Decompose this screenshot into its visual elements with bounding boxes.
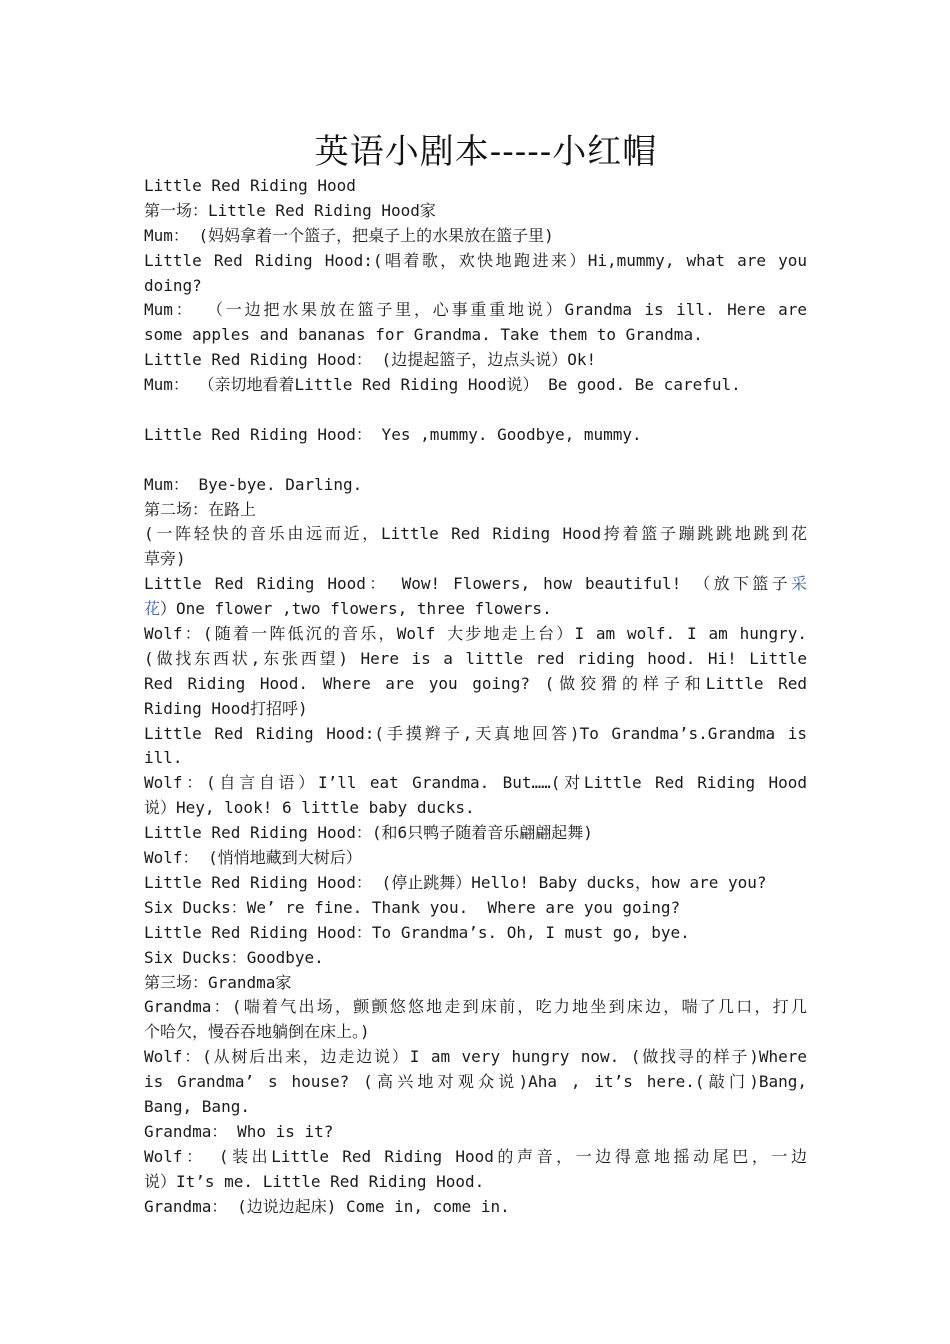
script-line <box>144 921 807 946</box>
line-text: 草旁) <box>144 549 186 569</box>
script-line <box>144 946 807 971</box>
script-line <box>144 473 807 498</box>
script-line <box>144 821 807 846</box>
line-text: ）One flower ,two flowers, three flowers. <box>160 599 552 619</box>
script-line <box>144 498 807 523</box>
line-text: doing? <box>144 275 202 295</box>
script-line <box>144 1095 807 1120</box>
script-line <box>144 323 807 348</box>
script-line <box>144 672 807 697</box>
line-text: Wolf： (装出Little Red Riding Hood的声音，一边得意地摇动尾巴，一边 <box>144 1146 807 1166</box>
line-text: (一阵轻快的音乐由远而近，Little Red Riding Hood挎着篮子蹦跳跳地跳到花 <box>144 524 807 544</box>
script-line <box>144 224 807 249</box>
line-text: Little Red Riding Hood： (边提起篮子，边点头说）Ok! <box>144 350 597 370</box>
line-text: Little Red Riding Hood：(和6只鸭子随着音乐翩翩起舞) <box>144 823 593 843</box>
script-line <box>144 298 807 323</box>
line-text: Mum： Bye-bye. Darling. <box>144 474 363 494</box>
script-line <box>144 771 807 796</box>
script-line <box>144 249 807 274</box>
page-title: 英语小剧本-----小红帽 <box>314 132 658 172</box>
script-line <box>144 1120 807 1145</box>
script-line <box>144 373 807 398</box>
script-line <box>144 871 807 896</box>
script-line <box>144 522 807 547</box>
line-text: 说）Hey, look! 6 little baby ducks. <box>144 798 475 818</box>
line-text: Red Riding Hood. Where are you going? (做狡猾的样子和Little Red <box>144 673 807 693</box>
line-text: ill. <box>144 748 183 768</box>
line-text: Wolf：(从树后出来，边走边说）I am very hungry now. (做找寻的样子)Where <box>144 1047 807 1067</box>
line-text: Mum： （亲切地看着Little Red Riding Hood说） Be good. Be careful. <box>144 375 741 395</box>
line-text: Wolf：(随着一阵低沉的音乐，Wolf 大步地走上台）I am wolf. I am hungry. <box>144 624 807 644</box>
line-text: Mum： （一边把水果放在篮子里，心事重重地说）Grandma is ill. Here are <box>144 300 807 320</box>
line-text: is Grandma’ s house? (高兴地对观众说)Aha , it’s here.(敲门)Bang, <box>144 1072 807 1092</box>
script-line <box>144 622 807 647</box>
script-line <box>144 1070 807 1095</box>
line-text: 第一场：Little Red Riding Hood家 <box>144 200 436 220</box>
blank-line <box>144 448 807 473</box>
line-text: Little Red Riding Hood： Yes ,mummy. Goodbye, mummy. <box>144 424 642 444</box>
line-text: 第三场：Grandma家 <box>144 972 292 992</box>
line-text: Six Ducks：Goodbye. <box>144 947 324 967</box>
script-line <box>144 274 807 299</box>
script-line <box>144 572 807 597</box>
script-line <box>144 1170 807 1195</box>
line-text: (做找东西状,东张西望) Here is a little red riding hood. Hi! Little <box>144 648 807 668</box>
line-text: Little Red Riding Hood:(手摸辫子,天真地回答)To Grandma’s.Grandma is <box>144 723 807 743</box>
line-text: Little Red Riding Hood：To Grandma’s. Oh, I must go, bye. <box>144 922 690 942</box>
hyperlink-text[interactable]: 花 <box>144 599 161 619</box>
line-text: Wolf：(自言自语）I’ll eat Grandma. But……(对Little Red Riding Hood <box>144 773 807 793</box>
line-text: Little Red Riding Hood <box>144 176 356 195</box>
script-line <box>144 722 807 747</box>
line-text: some apples and bananas for Grandma. Take them to Grandma. <box>144 325 703 345</box>
line-text: Grandma： Who is it? <box>144 1121 334 1141</box>
script-line <box>144 423 807 448</box>
script-line <box>144 597 807 622</box>
script-line <box>144 1195 807 1220</box>
script-line <box>144 199 807 224</box>
script-line <box>144 174 807 199</box>
script-line <box>144 896 807 921</box>
line-text: Little Red Riding Hood： Wow! Flowers, how beautiful! （放下篮子 <box>144 574 791 594</box>
line-text: Mum： (妈妈拿着一个篮子，把桌子上的水果放在篮子里) <box>144 225 554 245</box>
script-line <box>144 348 807 373</box>
script-line <box>144 647 807 672</box>
line-text: 个哈欠，慢吞吞地躺倒在床上。) <box>144 1022 370 1042</box>
script-line <box>144 1020 807 1045</box>
line-text: 说）It’s me. Little Red Riding Hood. <box>144 1171 485 1191</box>
line-text: Wolf： (悄悄地藏到大树后） <box>144 848 362 868</box>
script-body <box>144 174 807 1219</box>
script-line <box>144 746 807 771</box>
line-text: Bang, Bang. <box>144 1096 250 1116</box>
line-text: Grandma： (边说边起床) Come in, come in. <box>144 1196 510 1216</box>
hyperlink-text[interactable]: 采 <box>790 574 807 594</box>
script-line <box>144 796 807 821</box>
line-text: 第二场：在路上 <box>144 499 257 519</box>
script-line <box>144 547 807 572</box>
script-line <box>144 1045 807 1070</box>
line-text: Riding Hood打招呼) <box>144 698 308 718</box>
script-line <box>144 995 807 1020</box>
script-line <box>144 697 807 722</box>
blank-line <box>144 398 807 423</box>
line-text: Grandma：(喘着气出场，颤颤悠悠地走到床前，吃力地坐到床边，喘了几口，打几 <box>144 997 807 1017</box>
line-text: Little Red Riding Hood： (停止跳舞）Hello! Baby ducks，how are you? <box>144 872 767 892</box>
script-line <box>144 971 807 996</box>
line-text: Little Red Riding Hood:(唱着歌，欢快地跑进来）Hi,mummy, what are you <box>144 250 807 270</box>
script-line <box>144 846 807 871</box>
script-line <box>144 1145 807 1170</box>
line-text: Six Ducks：We’ re fine. Thank you. Where are you going? <box>144 897 681 917</box>
